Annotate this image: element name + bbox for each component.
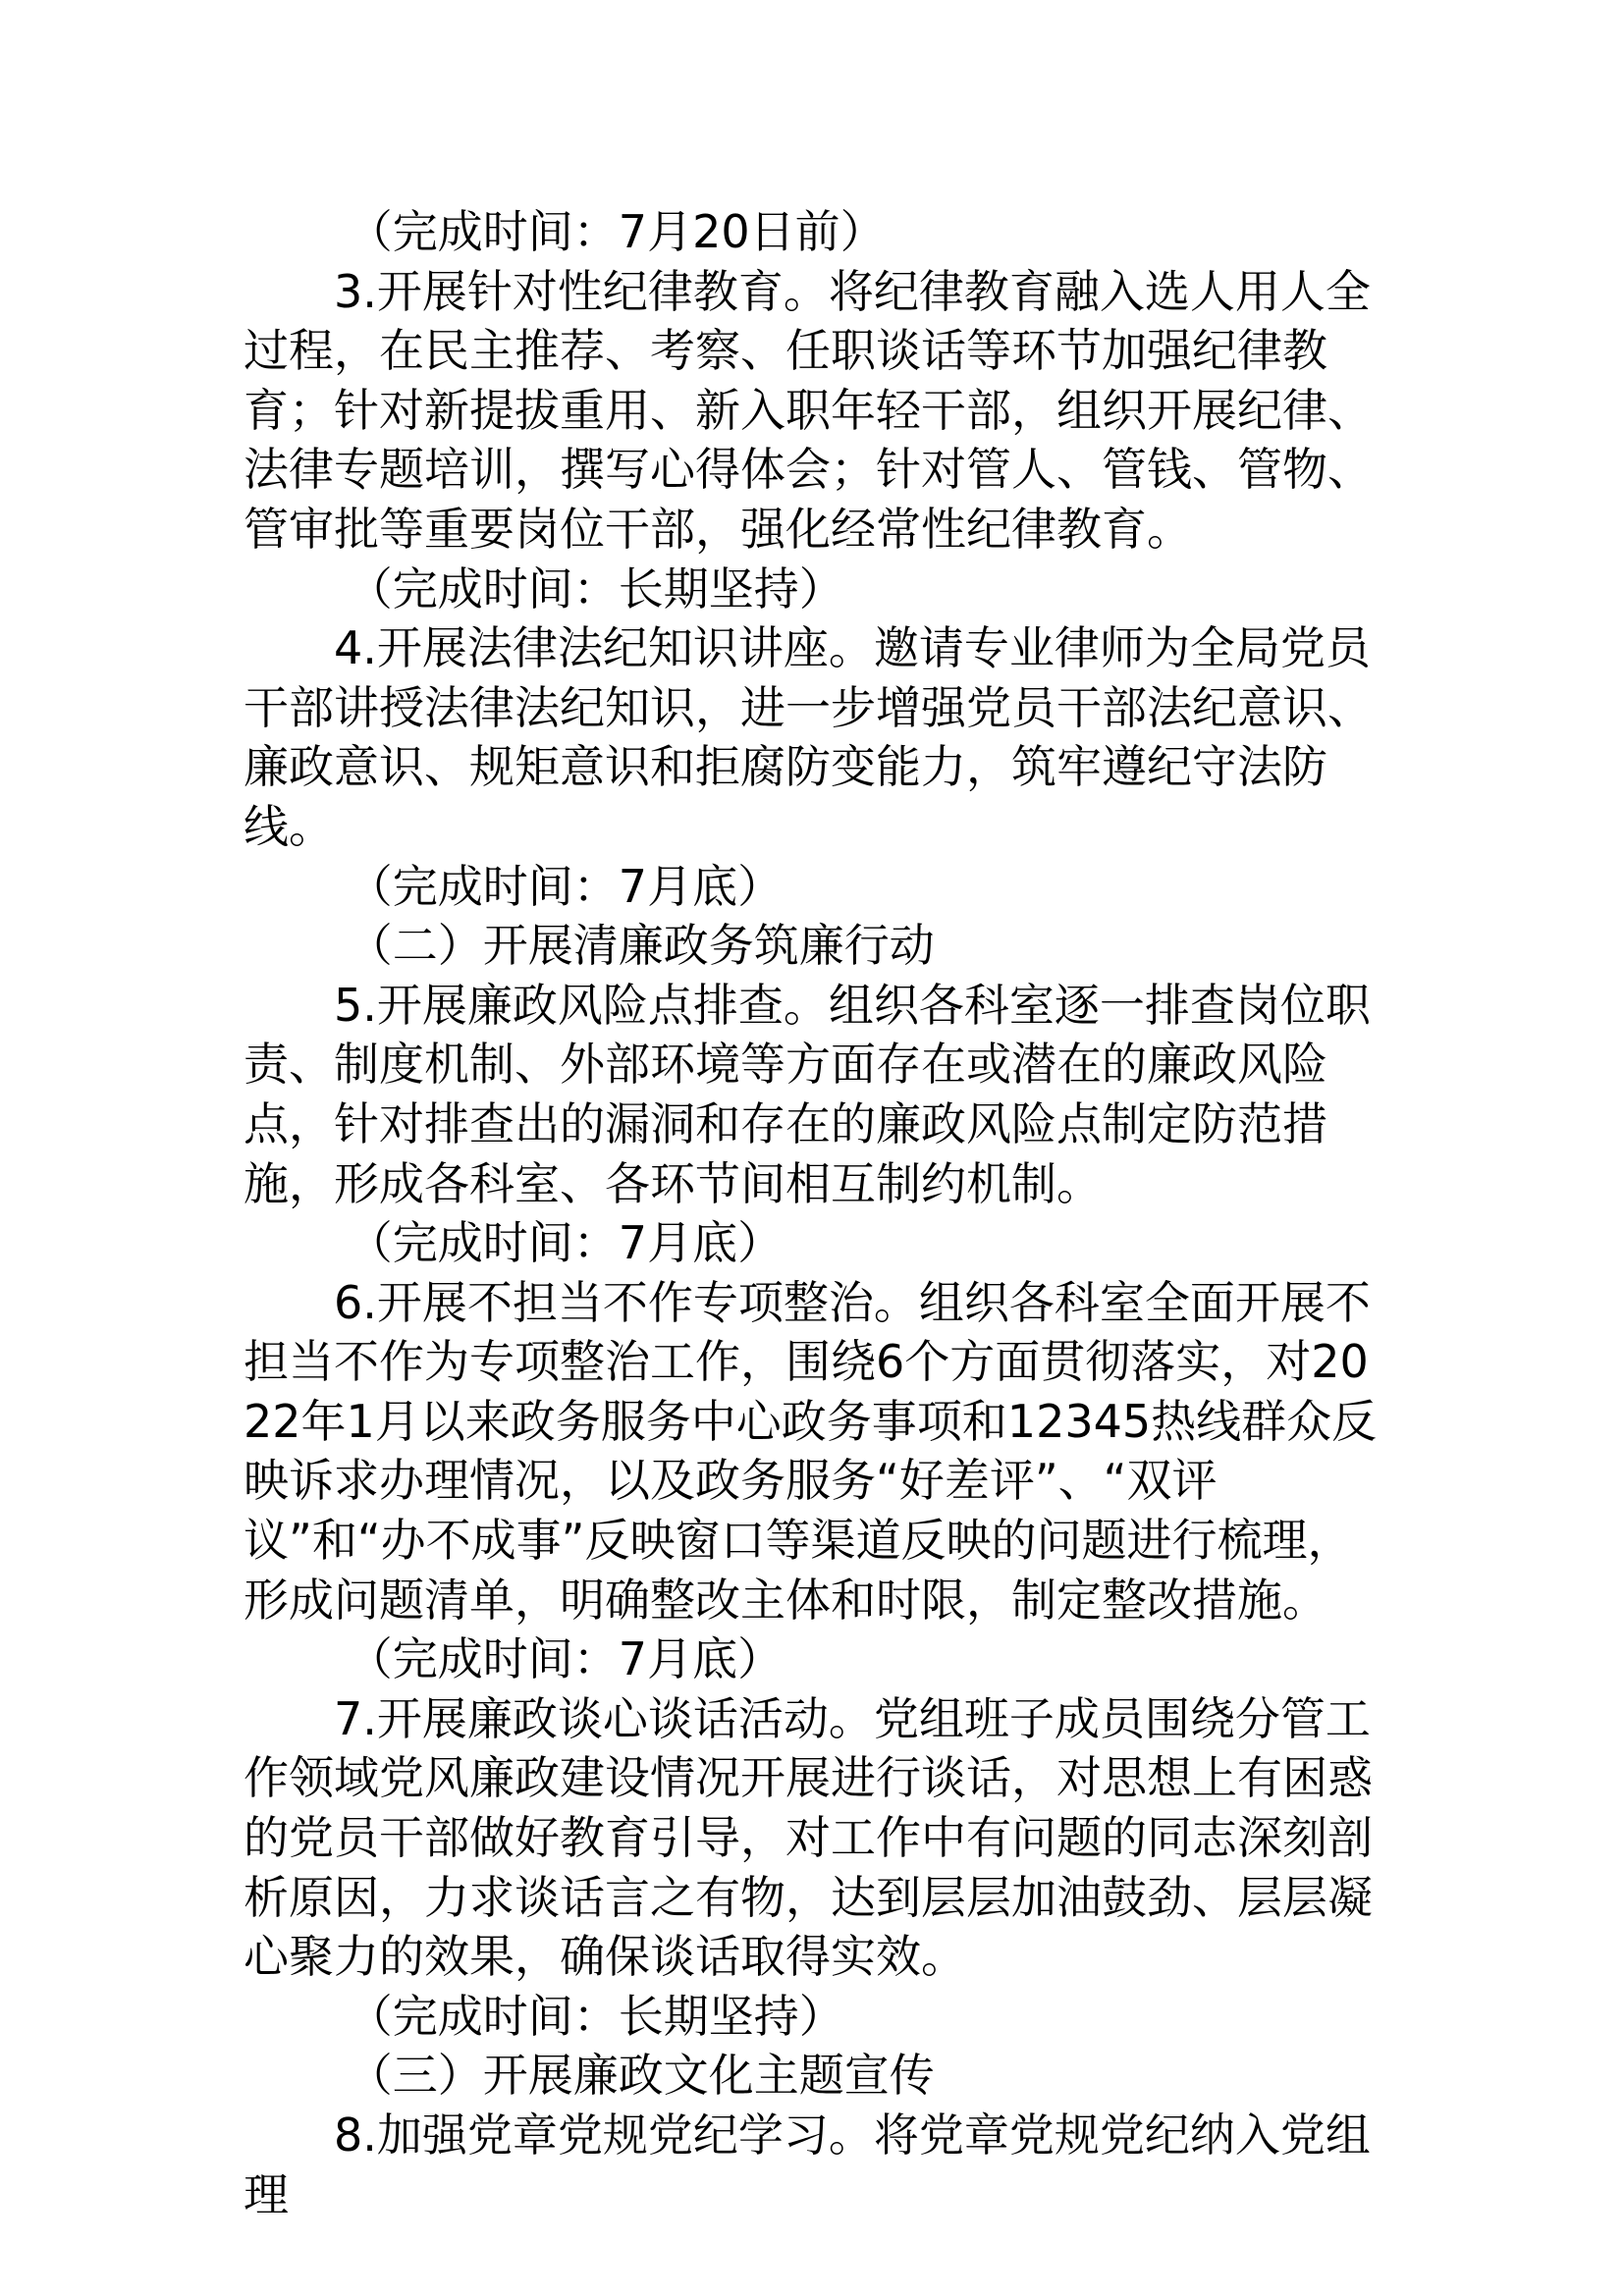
section-heading-3: （三）开展廉政文化主题宣传 [347,2049,935,2103]
task-item-5: 5.开展廉政风险点排查。组织各科室逐一排查岗位职责、制度机制、外部环境等方面存在或潜在的廉政风险点，针对排查出的漏洞和存在的廉政风险点制定防范措施，形成各科室、各环节间相互制约机制。 [244,978,1371,1210]
task-item-8: 8.加强党章党规党纪学习。将党章党规党纪纳入党组理 [244,2109,1371,2221]
task-item-7: 7.开展廉政谈心谈话活动。党组班子成员围绕分管工作领域党风廉政建设情况开展进行谈话，对思想上有困惑的党员干部做好教育引导，对工作中有问题的同志深刻剖析原因，力求谈话言之有物，达到层层加油鼓劲、层层凝心聚力的效果，确保谈话取得实效。 [244,1691,1373,1984]
task-item-4: 4.开展法律法纪知识讲座。邀请专业律师为全局党员干部讲授法律法纪知识，进一步增强党员干部法纪意识、廉政意识、规矩意识和拒腐防变能力，筑牢遵纪守法防线。 [244,621,1373,853]
task-item-6: 6.开展不担当不作专项整治。组织各科室全面开展不担当不作为专项整治工作，围绕6个方面贯彻落实，对2022年1月以来政务服务中心政务事项和12345热线群众反映诉求办理情况，以及政务服务“好差评”、“双评议”和“办不成事”反映窗口等渠道反映的问题进行梳理，形成问题清单，明确整改主体和时限，制定整改措施。 [244,1275,1378,1627]
completion-time-note: （完成时间：长期坚持） [347,1989,844,2043]
completion-time-note: （完成时间：7月底） [347,1632,784,1686]
completion-time-note: （完成时间：7月底） [347,1216,784,1270]
section-heading-2: （二）开展清廉政务筑廉行动 [347,919,935,973]
document-body [244,202,1392,2224]
completion-time-note: （完成时间：7月底） [347,859,784,913]
task-item-3: 3.开展针对性纪律教育。将纪律教育融入选人用人全过程，在民主推荐、考察、任职谈话等环节加强纪律教育；针对新提拔重用、新入职年轻干部，组织开展纪律、法律专题培训，撰写心得体会；针对管人、管钱、管物、管审批等重要岗位干部，强化经常性纪律教育。 [244,264,1373,556]
completion-time-note: （完成时间：7月20日前） [347,205,886,258]
completion-time-note: （完成时间：长期坚持） [347,561,844,615]
